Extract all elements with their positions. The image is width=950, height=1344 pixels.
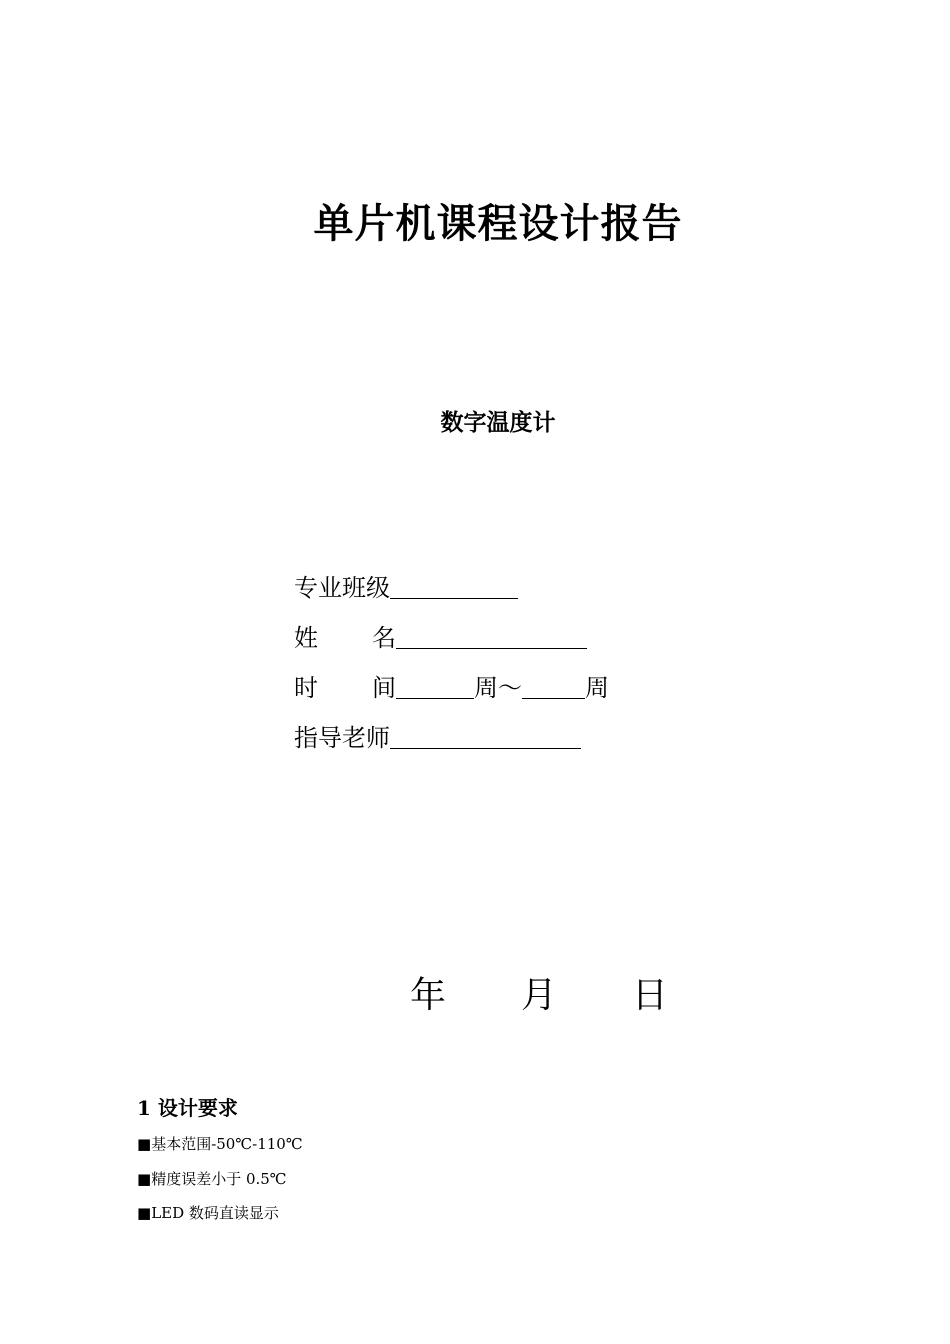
class-row bbox=[294, 555, 609, 605]
time-row bbox=[294, 655, 609, 705]
end-week-blank-field[interactable] bbox=[522, 672, 585, 699]
square-bullet-icon: ■ bbox=[137, 1169, 152, 1188]
list-item bbox=[137, 1199, 303, 1234]
list-item bbox=[137, 1130, 303, 1165]
week-end-label: 周 bbox=[585, 674, 609, 702]
week-separator-label: 周～ bbox=[474, 674, 522, 702]
date-line bbox=[410, 972, 668, 1020]
list-item-text: LED 数码直读显示 bbox=[151, 1204, 279, 1222]
requirements-list bbox=[137, 1130, 303, 1234]
report-title: 单片机课程设计报告 bbox=[313, 200, 683, 247]
section-heading: 1 设计要求 bbox=[137, 1096, 238, 1120]
list-item-text: 基本范围-50℃-110℃ bbox=[151, 1135, 303, 1153]
name-label bbox=[294, 621, 396, 655]
project-title: 数字温度计 bbox=[440, 409, 556, 436]
class-blank-field[interactable] bbox=[390, 572, 518, 599]
square-bullet-icon: ■ bbox=[137, 1135, 152, 1153]
name-blank-field[interactable] bbox=[396, 622, 587, 649]
advisor-blank-field[interactable] bbox=[390, 722, 581, 749]
time-label-char-1: 时 bbox=[294, 674, 318, 702]
name-label-char-2: 名 bbox=[372, 624, 396, 652]
name-row bbox=[294, 605, 609, 655]
month-label: 月 bbox=[520, 975, 557, 1016]
advisor-row bbox=[294, 705, 609, 755]
time-label bbox=[294, 671, 396, 705]
day-label: 日 bbox=[631, 975, 668, 1016]
cover-info-block bbox=[294, 555, 609, 755]
year-label: 年 bbox=[410, 975, 447, 1016]
start-week-blank-field[interactable] bbox=[396, 672, 474, 699]
time-label-char-2: 间 bbox=[372, 674, 396, 702]
list-item-text: 精度误差小于 0.5℃ bbox=[151, 1169, 287, 1188]
square-bullet-icon: ■ bbox=[137, 1204, 152, 1222]
list-item bbox=[137, 1165, 303, 1200]
name-label-char-1: 姓 bbox=[294, 624, 318, 652]
class-label: 专业班级 bbox=[294, 574, 390, 602]
advisor-label: 指导老师 bbox=[294, 724, 390, 752]
